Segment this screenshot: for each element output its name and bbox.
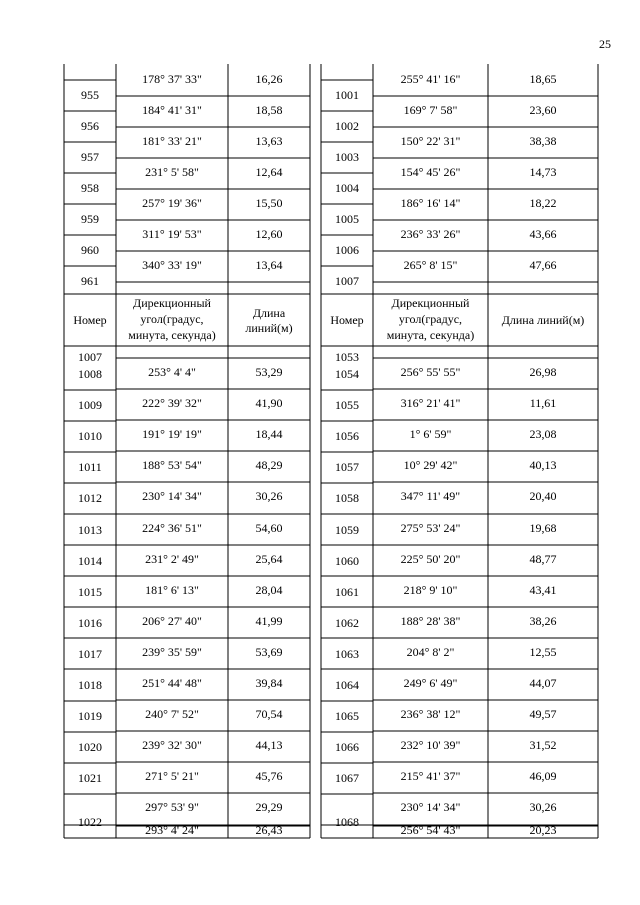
right-bottom-point-number: 1063: [335, 646, 359, 661]
left-top-point-number: 957: [81, 149, 99, 164]
left-top-point-number: 960: [81, 242, 99, 257]
left-top-direction-angle: 340° 33' 19": [142, 257, 202, 272]
right-bottom-line-length: 48,77: [529, 551, 557, 566]
right-bottom-direction-angle: 316° 21' 41": [400, 395, 461, 410]
left-header-number: Номер: [73, 312, 107, 327]
left-bottom-direction-angle: 181° 6' 13": [145, 582, 199, 597]
right-top-direction-angle: 154° 45' 26": [400, 164, 461, 179]
left-bottom-point-number: 1018: [78, 677, 102, 692]
left-bottom-point-number: 1015: [78, 584, 102, 599]
left-top-direction-angle: 311° 19' 53": [142, 226, 202, 241]
left-top-point-number: 955: [81, 87, 99, 102]
right-top-direction-angle: 186° 16' 14": [400, 195, 461, 210]
left-bottom-point-number: 1008: [78, 366, 102, 381]
right-bottom-direction-angle: 256° 54' 43": [400, 822, 461, 837]
right-top-direction-angle: 265° 8' 15": [403, 257, 458, 272]
right-top-direction-angle: 236° 33' 26": [400, 226, 461, 241]
right-bottom-line-length: 11,61: [529, 395, 557, 410]
right-bottom-direction-angle: 10° 29' 42": [403, 457, 458, 472]
right-bottom-line-length: 49,57: [529, 706, 557, 721]
right-bottom-point-number: 1057: [335, 459, 359, 474]
left-top-direction-angle: 184° 41' 31": [142, 102, 202, 117]
right-top-point-number: 1005: [335, 211, 359, 226]
left-bottom-direction-angle: 224° 36' 51": [142, 520, 202, 535]
left-top-line-length: 13,64: [255, 257, 283, 272]
left-bottom-line-length: 41,90: [255, 395, 283, 410]
right-bottom-line-length: 19,68: [529, 520, 557, 535]
left-bottom-line-length: 25,64: [255, 551, 283, 566]
right-bottom-direction-angle: 236° 38' 12": [400, 706, 461, 721]
right-bottom-direction-angle: 215° 41' 37": [400, 768, 461, 783]
right-header-length: Длина линий(м): [501, 312, 585, 327]
right-bottom-line-length: 26,98: [529, 364, 557, 379]
left-bottom-direction-angle: 231° 2' 49": [145, 551, 199, 566]
left-top-direction-angle: 257° 19' 36": [142, 195, 202, 210]
left-bottom-line-length: 26,43: [255, 822, 283, 837]
left-bottom-point-number: 1014: [78, 553, 102, 568]
left-header-angle: Дирекционный: [133, 295, 211, 310]
left-bottom-line-length: 54,60: [255, 520, 283, 535]
right-bottom-point-number: 1060: [335, 553, 359, 568]
left-bottom-line-length: 70,54: [255, 706, 283, 721]
right-top-line-length: 23,60: [529, 102, 557, 117]
right-bottom-point-number: 1067: [335, 770, 359, 785]
left-bottom-direction-angle: 240° 7' 52": [145, 706, 199, 721]
right-bottom-point-number: 1064: [335, 677, 359, 692]
right-bottom-point-number: 1059: [335, 522, 359, 537]
right-top-direction-angle: 150° 22' 31": [400, 133, 461, 148]
right-bottom-direction-angle: 249° 6' 49": [403, 675, 458, 690]
left-bottom-point-number: 1016: [78, 615, 102, 630]
right-bottom-line-length: 43,41: [529, 582, 557, 597]
right-bottom-line-length: 20,40: [529, 488, 557, 503]
left-bottom-direction-angle: 191° 19' 19": [142, 426, 202, 441]
left-bottom-direction-angle: 297° 53' 9": [145, 799, 199, 814]
left-top-line-length: 16,26: [255, 71, 283, 86]
right-header-angle: угол(градус,: [398, 311, 463, 326]
right-bottom-direction-angle: 188° 28' 38": [400, 613, 461, 628]
left-bottom-point-number: 1010: [78, 428, 102, 443]
right-top-point-number: 1002: [335, 118, 359, 133]
left-bottom-line-length: 48,29: [255, 457, 283, 472]
right-header-angle: Дирекционный: [391, 295, 470, 310]
left-bottom-line-length: 45,76: [255, 768, 283, 783]
left-bottom-direction-angle: 271° 5' 21": [145, 768, 199, 783]
left-top-line-length: 12,60: [255, 226, 283, 241]
right-bottom-point-number: 1055: [335, 397, 359, 412]
left-bottom-line-length: 30,26: [255, 488, 283, 503]
left-header-length: Длина: [252, 305, 286, 320]
left-header-angle: угол(градус,: [140, 311, 204, 326]
left-bottom-direction-angle: 251° 44' 48": [142, 675, 202, 690]
left-header-angle: минута, секунда): [128, 327, 216, 342]
left-bottom-direction-angle: 239° 32' 30": [142, 737, 202, 752]
right-bottom-direction-angle: 204° 8' 2": [406, 644, 455, 659]
right-header-number: Номер: [330, 312, 364, 327]
left-top-direction-angle: 181° 33' 21": [142, 133, 202, 148]
right-top-line-length: 38,38: [529, 133, 557, 148]
right-bottom-point-number: 1053: [335, 349, 359, 364]
right-top-line-length: 14,73: [529, 164, 557, 179]
left-header-length: линий(м): [245, 320, 293, 335]
left-bottom-point-number: 1021: [78, 770, 102, 785]
left-bottom-direction-angle: 239° 35' 59": [142, 644, 202, 659]
left-top-line-length: 18,58: [255, 102, 283, 117]
left-bottom-direction-angle: 222° 39' 32": [142, 395, 202, 410]
left-bottom-line-length: 18,44: [255, 426, 283, 441]
right-top-line-length: 47,66: [529, 257, 557, 272]
left-bottom-direction-angle: 230° 14' 34": [142, 488, 202, 503]
left-bottom-line-length: 41,99: [255, 613, 283, 628]
left-bottom-point-number: 1022: [78, 814, 102, 829]
right-bottom-direction-angle: 275° 53' 24": [400, 520, 461, 535]
left-bottom-point-number: 1011: [78, 459, 102, 474]
left-bottom-point-number: 1013: [78, 522, 102, 537]
left-top-point-number: 956: [81, 118, 99, 133]
right-bottom-point-number: 1056: [335, 428, 359, 443]
right-bottom-direction-angle: 347° 11' 49": [400, 488, 461, 503]
left-bottom-direction-angle: 293° 4' 24": [145, 822, 199, 837]
left-top-line-length: 15,50: [255, 195, 283, 210]
right-top-line-length: 43,66: [529, 226, 557, 241]
right-bottom-line-length: 38,26: [529, 613, 557, 628]
right-bottom-point-number: 1061: [335, 584, 359, 599]
right-top-line-length: 18,65: [529, 71, 557, 86]
left-bottom-point-number: 1007: [78, 349, 102, 364]
left-bottom-line-length: 28,04: [255, 582, 283, 597]
left-bottom-line-length: 29,29: [255, 799, 283, 814]
left-bottom-direction-angle: 253° 4' 4": [148, 364, 196, 379]
right-top-point-number: 1006: [335, 242, 359, 257]
left-bottom-line-length: 39,84: [255, 675, 283, 690]
right-top-point-number: 1001: [335, 87, 359, 102]
left-bottom-line-length: 44,13: [255, 737, 283, 752]
left-bottom-point-number: 1012: [78, 490, 102, 505]
left-top-point-number: 959: [81, 211, 99, 226]
right-top-direction-angle: 255° 41' 16": [400, 71, 461, 86]
left-bottom-point-number: 1017: [78, 646, 102, 661]
left-top-direction-angle: 231° 5' 58": [145, 164, 199, 179]
right-bottom-point-number: 1062: [335, 615, 359, 630]
page-number: 25: [599, 37, 611, 51]
right-bottom-point-number: 1065: [335, 708, 359, 723]
left-bottom-line-length: 53,69: [255, 644, 283, 659]
left-bottom-line-length: 53,29: [255, 364, 283, 379]
left-bottom-point-number: 1009: [78, 397, 102, 412]
right-bottom-line-length: 31,52: [529, 737, 557, 752]
right-bottom-line-length: 40,13: [529, 457, 557, 472]
right-bottom-point-number: 1068: [335, 814, 359, 829]
left-bottom-direction-angle: 188° 53' 54": [142, 457, 202, 472]
right-bottom-direction-angle: 230° 14' 34": [400, 799, 461, 814]
right-bottom-point-number: 1066: [335, 739, 359, 754]
right-bottom-line-length: 30,26: [529, 799, 557, 814]
left-bottom-point-number: 1019: [78, 708, 102, 723]
right-bottom-line-length: 12,55: [529, 644, 557, 659]
right-bottom-direction-angle: 232° 10' 39": [400, 737, 461, 752]
right-top-point-number: 1003: [335, 149, 359, 164]
left-top-point-number: 961: [81, 273, 99, 288]
right-bottom-direction-angle: 256° 55' 55": [400, 364, 461, 379]
right-header-angle: минута, секунда): [386, 327, 475, 342]
right-bottom-line-length: 46,09: [529, 768, 557, 783]
right-bottom-direction-angle: 218° 9' 10": [403, 582, 458, 597]
left-top-line-length: 13,63: [255, 133, 283, 148]
right-bottom-direction-angle: 225° 50' 20": [400, 551, 461, 566]
left-top-point-number: 958: [81, 180, 99, 195]
right-bottom-line-length: 20,23: [529, 822, 557, 837]
right-top-direction-angle: 169° 7' 58": [403, 102, 458, 117]
left-top-direction-angle: 178° 37' 33": [142, 71, 202, 86]
right-top-point-number: 1004: [335, 180, 359, 195]
right-bottom-direction-angle: 1° 6' 59": [409, 426, 452, 441]
left-top-line-length: 12,64: [255, 164, 283, 179]
right-bottom-point-number: 1054: [335, 366, 359, 381]
right-top-point-number: 1007: [335, 273, 359, 288]
right-bottom-line-length: 23,08: [529, 426, 557, 441]
left-bottom-direction-angle: 206° 27' 40": [142, 613, 202, 628]
right-bottom-line-length: 44,07: [529, 675, 557, 690]
left-bottom-point-number: 1020: [78, 739, 102, 754]
right-bottom-point-number: 1058: [335, 490, 359, 505]
right-top-line-length: 18,22: [529, 195, 557, 210]
